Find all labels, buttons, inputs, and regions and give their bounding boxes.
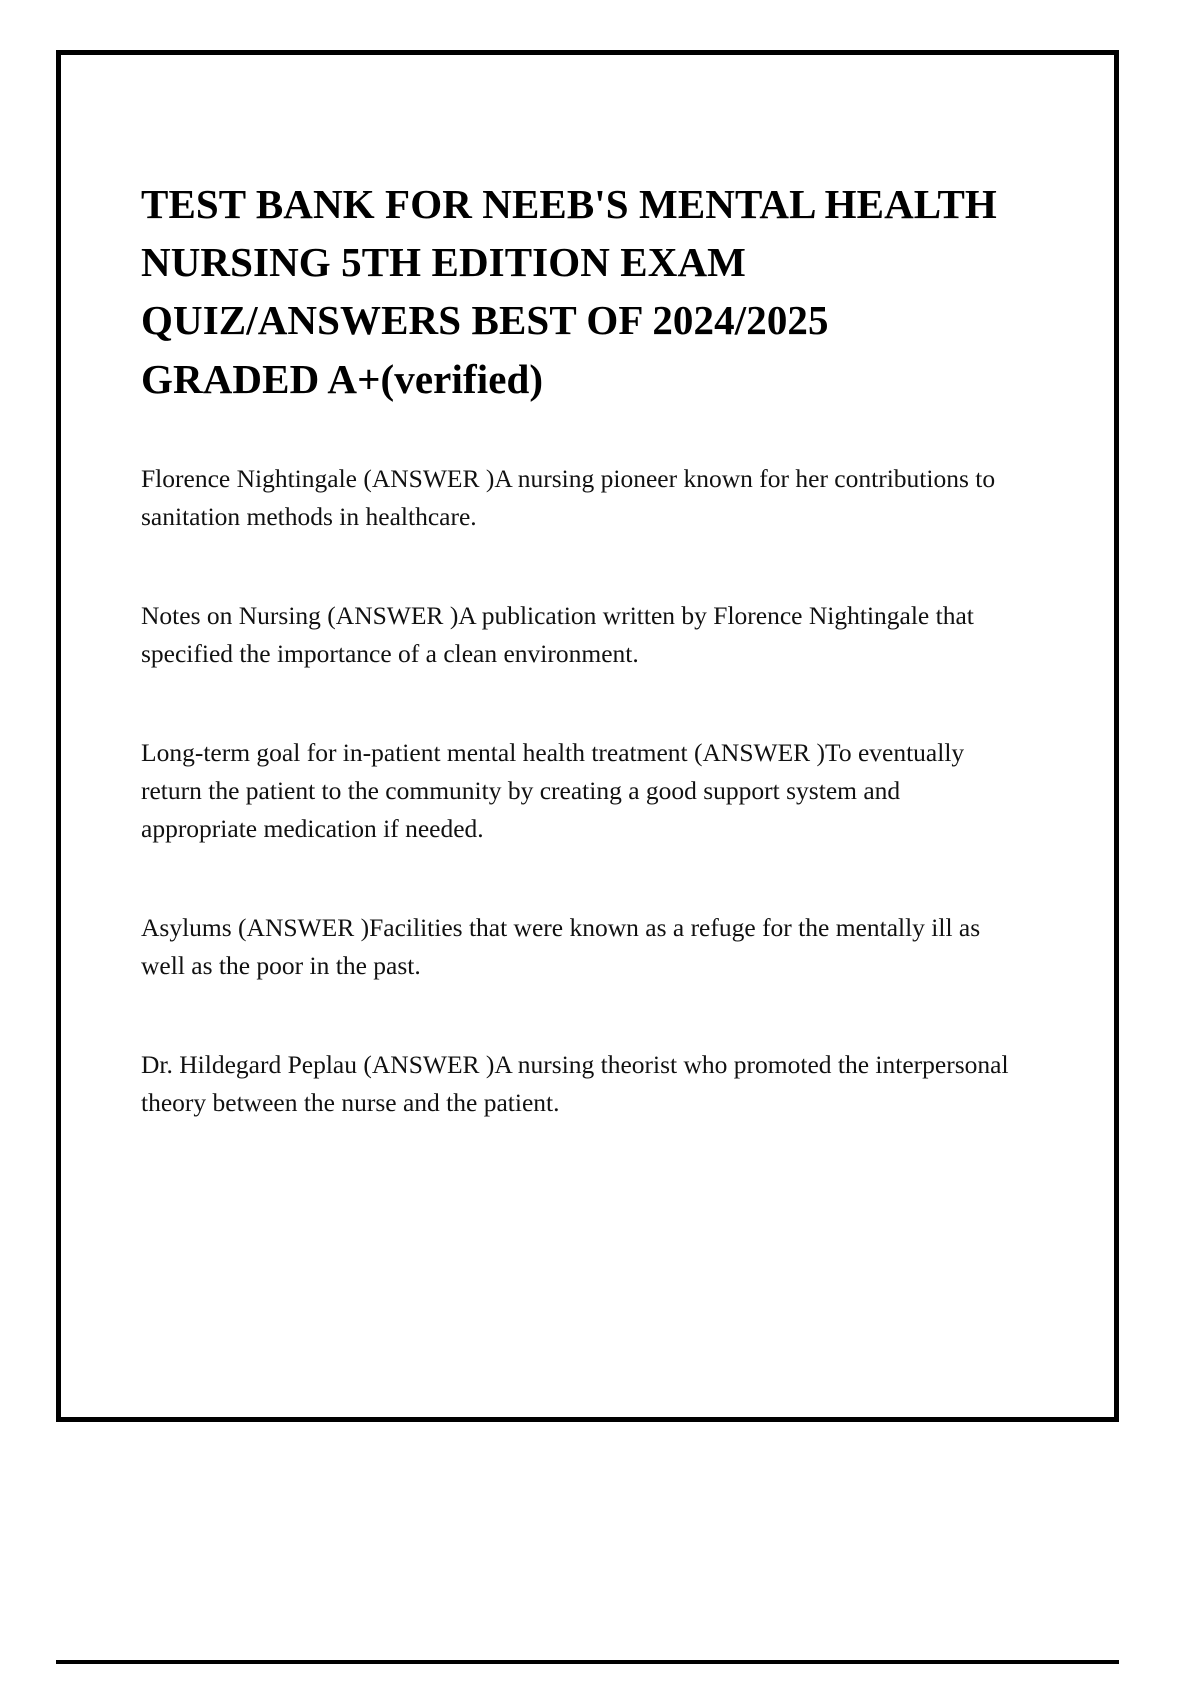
qa-list: [141, 460, 1011, 1122]
page-bottom-divider: [56, 1660, 1119, 1664]
qa-entry: Florence Nightingale (ANSWER )A nursing pioneer known for her contributions to sanitation methods in healthcare.: [141, 463, 996, 531]
document-content: [141, 175, 1011, 1122]
qa-entry: Dr. Hildegard Peplau (ANSWER )A nursing theorist who promoted the interpersonal theory between the nurse and the patient.: [141, 1049, 1009, 1117]
qa-entry: Notes on Nursing (ANSWER )A publication written by Florence Nightingale that specified the importance of a clean environment.: [141, 600, 974, 668]
document-sheet: [56, 50, 1119, 1422]
qa-entry: Long-term goal for in-patient mental health treatment (ANSWER )To eventually return the patient to the community by creating a good support system and appropriate medication if needed.: [141, 737, 965, 843]
document-title: TEST BANK FOR NEEB'S MENTAL HEALTH NURSING 5TH EDITION EXAM QUIZ/ANSWERS BEST OF 2024/2025 GRADED A+(verified): [141, 181, 997, 402]
qa-entry: Asylums (ANSWER )Facilities that were known as a refuge for the mentally ill as well as the poor in the past.: [141, 912, 981, 980]
